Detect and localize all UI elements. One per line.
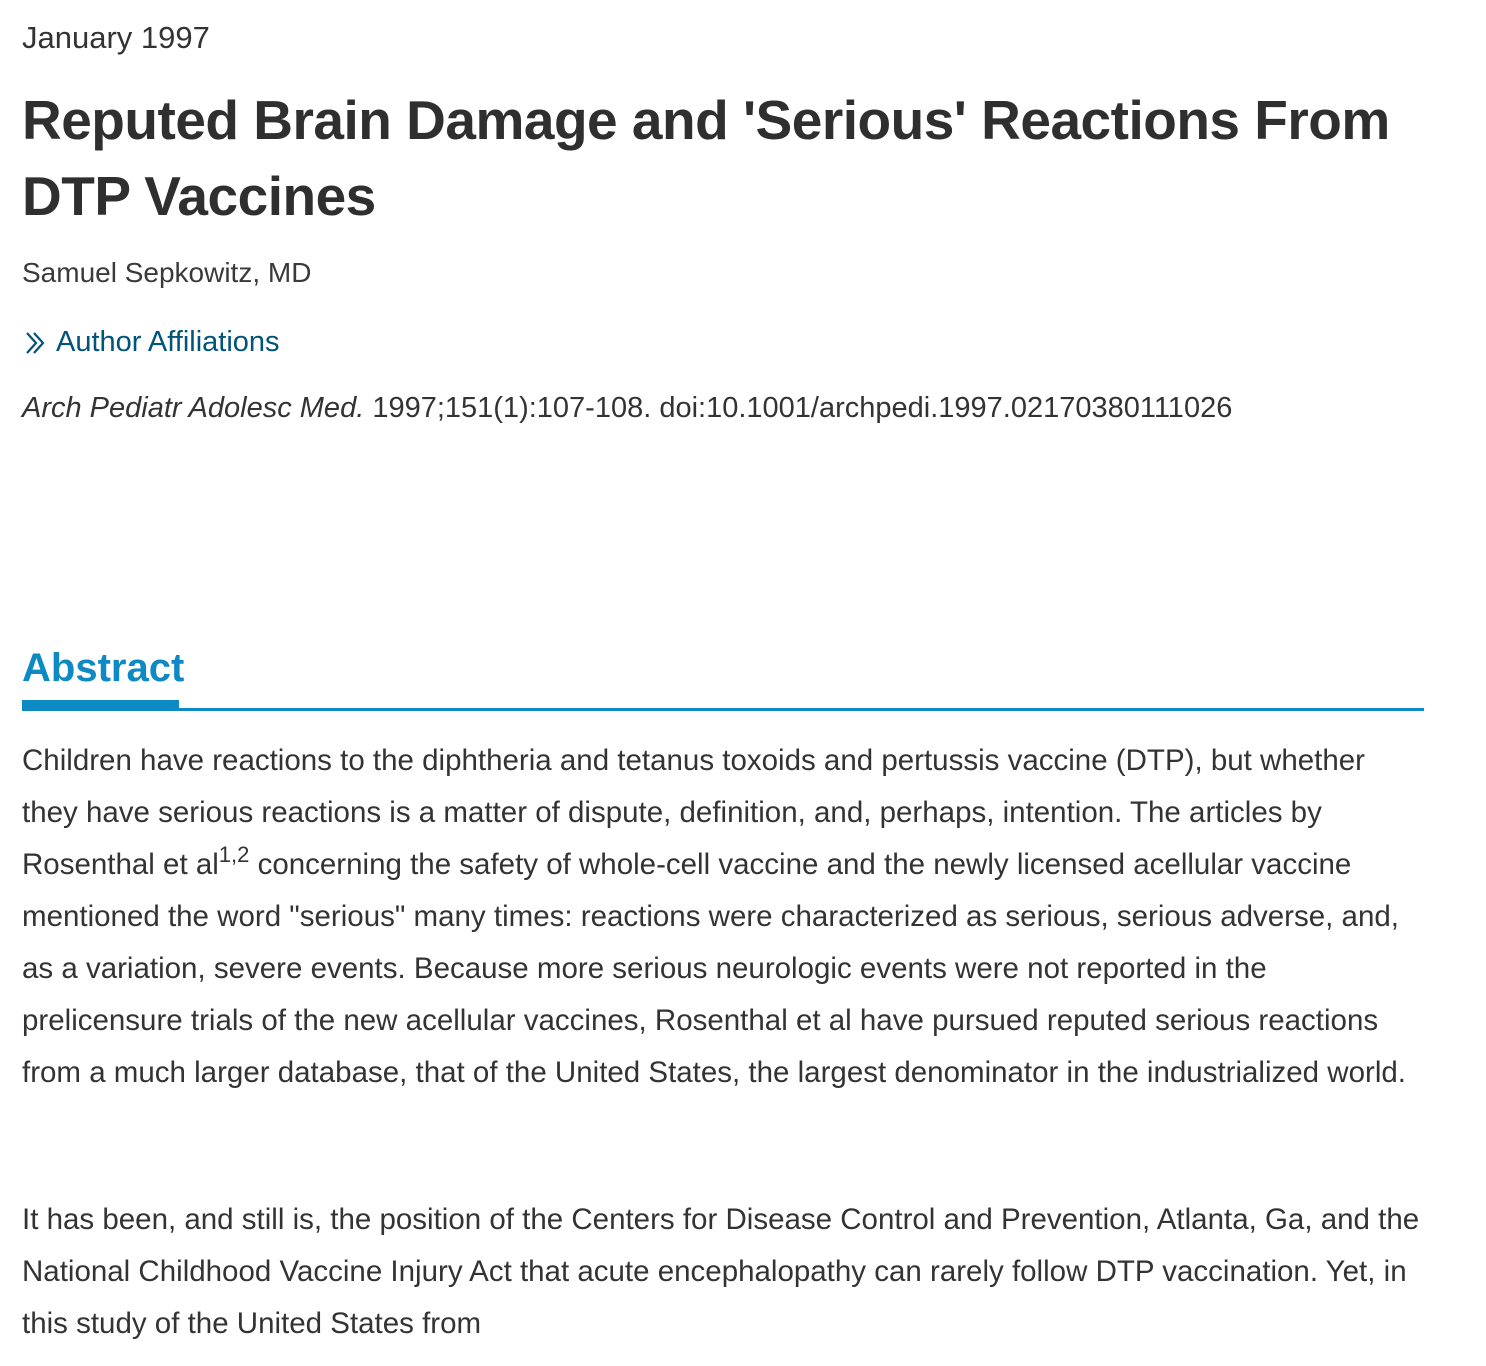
double-chevron-right-icon <box>22 328 50 358</box>
author-affiliations-label: Author Affiliations <box>56 326 280 358</box>
author-affiliations-toggle[interactable] <box>22 326 280 359</box>
reference-citation-link[interactable]: 1,2 <box>218 842 250 867</box>
abstract-section-header <box>22 646 1424 712</box>
abstract-heading: Abstract <box>22 646 185 690</box>
abstract-paragraph-1 <box>22 735 1424 1099</box>
publication-date: January 1997 <box>22 20 210 55</box>
abstract-p1-text-before-ref: Children have reactions to the diphtheria and tetanus toxoids and pertussis vaccine (DTP), but whether they have serious reactions is a matter of dispute, definition, and, perhaps, intention. The articles by Rosenthal et al <box>22 744 1365 881</box>
article-title: Reputed Brain Damage and 'Serious' Reactions From DTP Vaccines <box>22 89 1390 227</box>
abstract-p1-text-after-ref: concerning the safety of whole-cell vaccine and the newly licensed acellular vaccine mentioned the word "serious" many times: reactions were characterized as serious, serious adverse, and, as a variation, severe events. Because more serious neurologic events were not reported in the prelicensure trials of the new acellular vaccines, Rosenthal et al have pursued reputed serious reactions from a much larger database, that of the United States, the largest denominator in the industrialized world. <box>22 848 1406 1089</box>
citation-journal: Arch Pediatr Adolesc Med. <box>22 392 365 424</box>
abstract-divider <box>22 708 1424 711</box>
author-name: Samuel Sepkowitz, MD <box>22 257 312 288</box>
abstract-paragraph-2: It has been, and still is, the position of the Centers for Disease Control and Prevention, Atlanta, Ga, and the National Childhood Vaccine Injury Act that acute encephalopathy can rarely follow DTP vaccination. Yet, in this study of the United States from <box>22 1203 1420 1340</box>
abstract-heading-underline <box>22 700 179 708</box>
article-citation <box>22 392 1232 425</box>
citation-details: 1997;151(1):107-108. doi:10.1001/archpedi.1997.02170380111026 <box>364 392 1233 424</box>
